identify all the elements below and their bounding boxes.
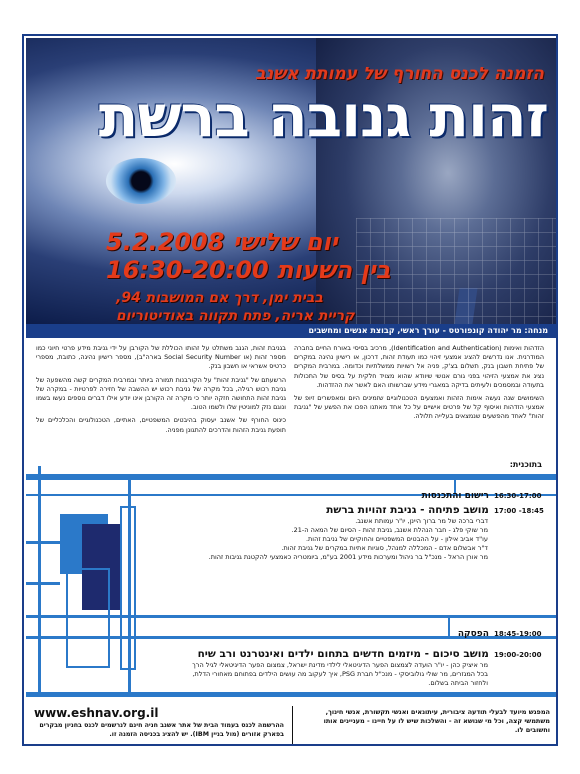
row-title: מושב סיכום - מיזמים חדשים בתחום ילדים ואינטרנט ורב שיח	[197, 648, 489, 660]
hero-image	[26, 38, 556, 338]
moderator-bar: מנחה: מר יהודה קונפורטס - עורך ראשי, קבוצת אנשים ומחשבים	[26, 324, 556, 338]
intro-paragraph: כינוס החורף של אשנב יעסוק בהיבטים המשפטיים, האתיים, הטכנולוגיים והכלכליים של תופעת גניבת הזהות והדרכים להתגונן מפניה.	[36, 416, 286, 434]
intro-paragraph: הרשעתם של "גניבת זהות" על הקורבנות תמורה ביותר ובמרבית המקרים קשה מהשפעה של גניבת רכוש רגילה, בכל מקרה של גניבת רכוש יש ההשבה של חזירה לפרטיות - במקרה של גניבת זהות התחושה חזקה יותר כי מקרה זה הקורבן אינו יודע אילו דברים נוספים נעשו בשמו ונוגם נזק למוניטין שלו ולשמו הטוב.	[36, 375, 286, 412]
eye-iris-image	[106, 158, 176, 204]
footer-divider	[292, 706, 293, 744]
row-line: בכל המגזרים, מר שולי גולוביסקי - מנכ"ל חברת PSG, איך לעקוב מה עושים הילדים בפתוחם מאחורי הדלת,	[192, 670, 488, 678]
poster	[22, 34, 558, 746]
program-row	[96, 642, 546, 688]
decor-line	[26, 582, 60, 585]
event-hours: בין השעות 16:30-20:00	[106, 256, 391, 284]
program-label: בתוכנית:	[509, 460, 542, 469]
intro-paragraph: בגניבת זהות, הגנב משתלט על זהותו הכוללת של הקורבן על ידי גניבת מידע פרטי חיוני כמו מספר זהות (או Social Security Number בארה"ב), מספר רישיון נהיגה, כתובת, מספרי כרטיס אשראי או חשבון בנק.	[36, 344, 286, 371]
row-line: עו"ד אביב אילון - על ההבטים המשפטיים והחוקיים של גניבת זהות.	[305, 535, 488, 543]
decor-bar	[26, 692, 556, 697]
decor-line	[26, 541, 60, 544]
row-line: מר אורן הראל - מנכ"ל בר ניהול ומערכות מידע 2001 בע"מ, ביומטריה כאמצעי להקטנת גניבות זהות.	[208, 553, 488, 561]
registration-note: ההרשמה לכנס בעמוד הבית של אתר אשנב חניה חינם לנרשמים לכנס בחניון מבקרים בפארק אזורים (מול בניין IBM). יש להציג בכניסה הזמנה זו.	[39, 722, 284, 738]
audience-note: המפגש מיועד לבעלי תודעה ציבורית, עיתונאים ואנשי תקשורת, אנשי חינוך, משתמשי קצה, וכל מי שנושא זה - והשלכות שיש לו על חיינו - מעניינים אותו וחשובים לו.	[323, 708, 550, 734]
event-date: יום שלישי 5.2.2008	[106, 228, 338, 256]
decor-bar	[26, 474, 556, 480]
footer	[26, 706, 556, 746]
program-row	[96, 498, 546, 562]
invite-line: הזמנה לכנס החורף של עמותת אשנב	[255, 64, 544, 84]
row-time: 19:00-20:00	[494, 651, 542, 659]
row-time: 17:00 -18:45	[494, 507, 544, 515]
intro-right-column	[294, 344, 544, 426]
row-title: הפסקה	[457, 629, 489, 639]
intro-left-column	[36, 344, 286, 439]
row-time: 18:45-19:00	[494, 630, 542, 638]
row-line: דברי ברכה של מר ברוך היינן, יו"ר עמותת אשנב.	[355, 517, 488, 525]
intro-paragraph: השימושים שנה נעשה אימות הזהות ואמצעים הטכנולוגיים שזמינים היום ומאפשרים זיופ של אמצעי הזדהות ואיסוף קל של פרטים אישיים על כל אחד מאתנו הפכו את הפשע של "גניבת זהות" לאחד מהפשעים שנמצאים בעלייה תלולה.	[294, 394, 544, 421]
row-line: ולחזור הביתה בשלום.	[428, 679, 488, 687]
row-line: מר שוקי פלג - חבר הנהלת אשנב, גניבת זהות - הסיום של המאה ה-21.	[291, 526, 488, 534]
venue-line-1: בבית ימן, דרך אם המושבות 94,	[116, 290, 323, 306]
poster-title: זהות גנובה ברשת	[98, 82, 548, 150]
row-time: 16:30-17:00	[494, 492, 542, 500]
intro-paragraph: הזדהות ואימות (Identification and Authentication), מרכיב בסיסי באורח החיים בחברה המודרנית. אנו נדרשים להציג אמצעי זיהוי כמו תעודת זהות, דרכון, או רישיון נהיגה במקרים של פתיחת חשבון בנק, תשלום בצ'ק, פניה אל רשויות ממשלתיות וכדומה. במרבית המקרים נציג את אמצעי הזיהוי בפני גורם אנושי שיוודא שהוא מצויד חלקית על בסיס של התכולות בתעודה ובמסמכים ולעיתים בדיקה במאגרי מידע שברשותו האם לאשר את ההזדהות.	[294, 344, 544, 389]
decor-vline	[38, 466, 41, 696]
row-title: רישום והתכנסות	[421, 491, 489, 501]
row-title: מושב פתיחה - גניבת זהויות ברשת	[326, 504, 489, 516]
website-link[interactable]: www.eshnav.org.il	[34, 706, 159, 720]
venue-line-2: קריית אריה, פתח תקווה באודיטוריום	[116, 308, 355, 324]
row-line: מר איציק כהן - יו"ר הועדה לצמצום הפער הדיגיטאלי לילדי מדינת ישראל, צמצום הפער הדיגיטאלי לגיל הרך	[192, 661, 488, 669]
program-row	[96, 621, 546, 640]
row-line: ד"ר אבשלום אדם - המכללה למנהל, סוגיות אתיות במקרים של גניבת זהות.	[281, 544, 488, 552]
